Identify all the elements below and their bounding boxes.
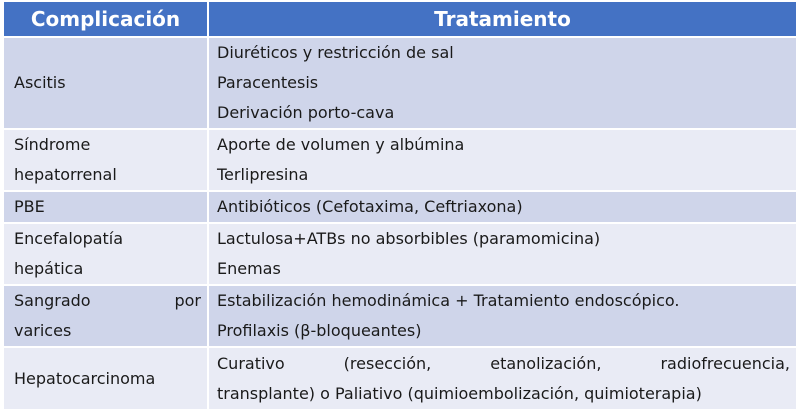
table-row — [4, 191, 796, 223]
complication-cell — [4, 347, 208, 409]
treatment-cell — [208, 285, 796, 347]
complication-text: hepatorrenal — [14, 165, 117, 184]
treatment-line: Aporte de volumen y albúmina — [217, 135, 465, 154]
treatment-cell — [208, 129, 796, 191]
complication-text: hepática — [14, 259, 84, 278]
complication-text: Sangrado por — [14, 291, 201, 310]
complication-cell — [4, 37, 208, 129]
treatment-cell — [208, 223, 796, 285]
table-row — [4, 129, 796, 191]
table-row — [4, 223, 796, 285]
complication-cell — [4, 129, 208, 191]
table-row — [4, 347, 796, 409]
table-row — [4, 285, 796, 347]
header-tratamiento: Tratamiento — [208, 2, 796, 37]
treatment-line: Paracentesis — [217, 73, 319, 92]
treatment-line: Antibióticos (Cefotaxima, Ceftriaxona) — [217, 197, 523, 216]
treatment-line: Derivación porto-cava — [217, 103, 395, 122]
complication-cell — [4, 223, 208, 285]
complication-text: Encefalopatía — [14, 229, 124, 248]
treatment-line: Estabilización hemodinámica + Tratamiento endoscópico. — [217, 291, 680, 310]
complications-table — [4, 2, 796, 409]
treatment-cell — [208, 191, 796, 223]
header-row — [4, 2, 796, 37]
treatment-line: Curativo (resección, etanolización, radiofrecuencia, — [217, 353, 790, 373]
complication-text: Ascitis — [14, 73, 66, 92]
treatment-line: Lactulosa+ATBs no absorbibles (paramomicina) — [217, 229, 601, 248]
complication-text: varices — [14, 321, 72, 340]
treatment-line: Terlipresina — [217, 165, 309, 184]
treatment-line: Diuréticos y restricción de sal — [217, 43, 454, 62]
treatment-line: Profilaxis (β-bloqueantes) — [217, 321, 422, 340]
table-row — [4, 37, 796, 129]
treatment-line: Enemas — [217, 259, 281, 278]
complication-text: Hepatocarcinoma — [14, 368, 156, 388]
complication-text: Síndrome — [14, 135, 91, 154]
header-complicacion: Complicación — [4, 2, 208, 37]
complication-text: PBE — [14, 197, 45, 216]
treatment-cell — [208, 37, 796, 129]
complication-cell — [4, 191, 208, 223]
treatment-line: transplante) o Paliativo (quimioembolización, quimioterapia) — [217, 383, 702, 403]
complication-cell — [4, 285, 208, 347]
treatment-cell — [208, 347, 796, 409]
